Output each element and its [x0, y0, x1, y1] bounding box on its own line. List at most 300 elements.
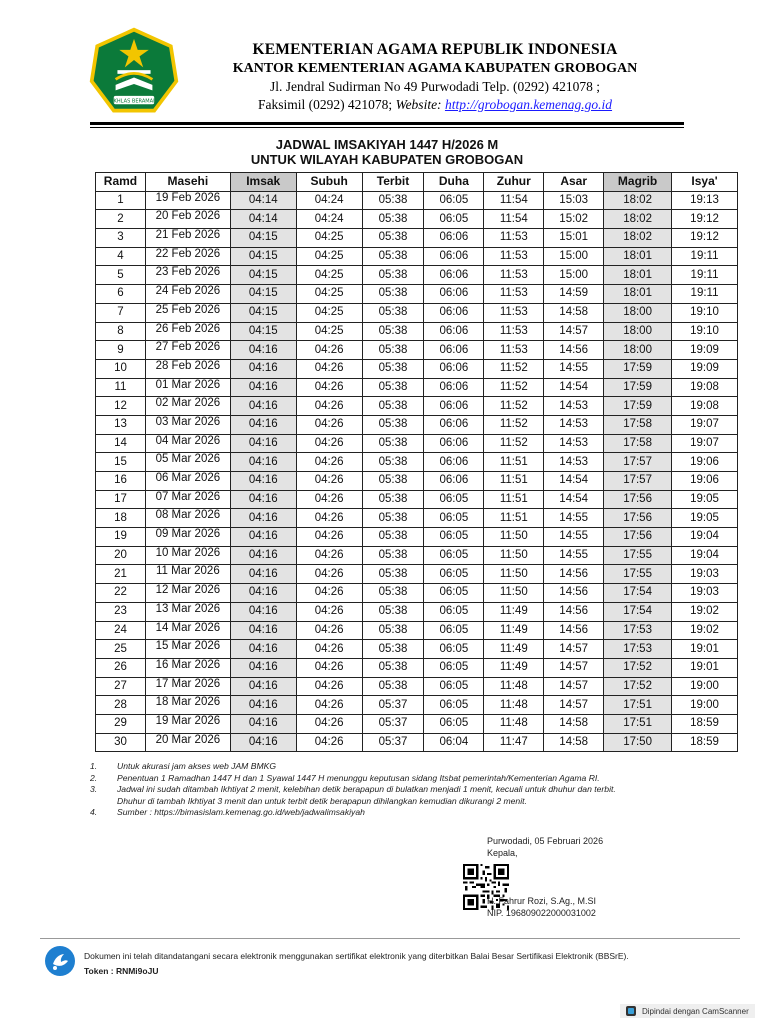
table-cell: 04:15	[230, 229, 296, 248]
title-line-2: UNTUK WILAYAH KABUPATEN GROBOGAN	[250, 152, 524, 167]
table-cell: 15:03	[544, 191, 604, 210]
table-cell: 19:04	[672, 528, 738, 547]
table-cell: 17:59	[604, 378, 672, 397]
table-cell: 19:07	[672, 415, 738, 434]
table-cell: 14:56	[544, 341, 604, 360]
table-cell: 19	[96, 528, 146, 547]
table-cell: 05:37	[362, 696, 424, 715]
table-cell: 05:38	[362, 658, 424, 677]
table-cell: 04:15	[230, 303, 296, 322]
table-cell: 11:49	[484, 621, 544, 640]
table-row	[96, 528, 738, 547]
table-cell: 05:38	[362, 415, 424, 434]
table-cell: 11:51	[484, 453, 544, 472]
table-cell: 14:58	[544, 303, 604, 322]
table-cell: 14:54	[544, 490, 604, 509]
table-cell: 04:15	[230, 322, 296, 341]
table-cell: 05:38	[362, 210, 424, 229]
column-header: Isya'	[672, 173, 738, 192]
table-cell: 14:55	[544, 528, 604, 547]
table-cell: 11:52	[484, 415, 544, 434]
table-cell: 17:53	[604, 621, 672, 640]
table-row	[96, 341, 738, 360]
table-cell: 04:16	[230, 546, 296, 565]
table-cell: 06:05	[424, 191, 484, 210]
table-row	[96, 565, 738, 584]
table-cell: 04:26	[296, 453, 362, 472]
table-cell: 05 Mar 2026	[145, 453, 230, 472]
office-contact	[190, 96, 680, 114]
letterhead-rule-thin	[90, 127, 684, 128]
table-cell: 17:50	[604, 733, 672, 752]
table-row	[96, 546, 738, 565]
table-cell: 06:05	[424, 210, 484, 229]
column-header: Duha	[424, 173, 484, 192]
table-cell: 04:16	[230, 565, 296, 584]
table-cell: 19:12	[672, 229, 738, 248]
table-cell: 04 Mar 2026	[145, 434, 230, 453]
table-row	[96, 415, 738, 434]
table-cell: 04:25	[296, 229, 362, 248]
table-cell: 11:51	[484, 509, 544, 528]
table-cell: 11:53	[484, 341, 544, 360]
table-row	[96, 453, 738, 472]
signer-nip: NIP. 196809022000031002	[487, 907, 596, 918]
table-cell: 14:55	[544, 509, 604, 528]
table-cell: 04:26	[296, 546, 362, 565]
table-cell: 04:16	[230, 602, 296, 621]
table-cell: 11:53	[484, 303, 544, 322]
table-row	[96, 658, 738, 677]
table-cell: 06:06	[424, 359, 484, 378]
table-cell: 17:55	[604, 565, 672, 584]
table-cell: 17:52	[604, 658, 672, 677]
table-cell: 17:58	[604, 434, 672, 453]
table-cell: 05:38	[362, 453, 424, 472]
note-number: 1.	[90, 761, 98, 771]
column-header: Imsak	[230, 173, 296, 192]
table-cell: 04:16	[230, 490, 296, 509]
table-cell: 04:26	[296, 528, 362, 547]
table-cell: 06:06	[424, 415, 484, 434]
table-cell: 27	[96, 677, 146, 696]
table-cell: 25 Feb 2026	[145, 303, 230, 322]
column-header: Subuh	[296, 173, 362, 192]
table-cell: 06:05	[424, 490, 484, 509]
table-cell: 06:06	[424, 247, 484, 266]
table-cell: 06:06	[424, 434, 484, 453]
letterhead-rule-thick	[90, 122, 684, 125]
table-cell: 04:16	[230, 509, 296, 528]
signer-name: H. Fahrur Rozi, S.Ag., M.SI	[487, 896, 597, 906]
table-cell: 19:06	[672, 472, 738, 491]
signer-position: Kepala,	[487, 847, 518, 858]
table-cell: 9	[96, 341, 146, 360]
table-cell: 06:05	[424, 509, 484, 528]
table-cell: 06:06	[424, 266, 484, 285]
table-cell: 15:00	[544, 247, 604, 266]
table-cell: 04:26	[296, 714, 362, 733]
note-item	[90, 761, 710, 773]
table-cell: 19:11	[672, 247, 738, 266]
table-cell: 05:38	[362, 434, 424, 453]
table-cell: 19:08	[672, 397, 738, 416]
table-cell: 04:26	[296, 658, 362, 677]
table-row	[96, 210, 738, 229]
table-cell: 18:59	[672, 733, 738, 752]
signer-block	[487, 896, 596, 919]
table-cell: 04:26	[296, 415, 362, 434]
table-cell: 04:16	[230, 677, 296, 696]
table-cell: 29	[96, 714, 146, 733]
table-cell: 19:09	[672, 359, 738, 378]
table-cell: 19:03	[672, 565, 738, 584]
table-cell: 06:06	[424, 229, 484, 248]
table-cell: 17:59	[604, 397, 672, 416]
table-cell: 17:53	[604, 640, 672, 659]
table-cell: 11:48	[484, 696, 544, 715]
place-date: Purwodadi, 05 Februari 2026	[487, 836, 604, 846]
table-cell: 04:26	[296, 621, 362, 640]
table-row	[96, 229, 738, 248]
table-row	[96, 247, 738, 266]
table-cell: 20 Mar 2026	[145, 733, 230, 752]
table-cell: 12	[96, 397, 146, 416]
table-cell: 19:10	[672, 322, 738, 341]
table-cell: 19:00	[672, 677, 738, 696]
column-header: Terbit	[362, 173, 424, 192]
table-cell: 05:38	[362, 584, 424, 603]
table-cell: 05:38	[362, 528, 424, 547]
table-cell: 04:26	[296, 359, 362, 378]
table-cell: 15	[96, 453, 146, 472]
table-row	[96, 472, 738, 491]
table-cell: 06:06	[424, 322, 484, 341]
table-cell: 14:54	[544, 378, 604, 397]
table-cell: 06 Mar 2026	[145, 472, 230, 491]
table-cell: 05:38	[362, 303, 424, 322]
table-row	[96, 602, 738, 621]
fax-number: Faksimil (0292) 421078;	[257, 97, 393, 112]
table-cell: 11:49	[484, 658, 544, 677]
website-link[interactable]: http://grobogan.kemenag.go.id	[444, 97, 613, 112]
table-cell: 04:14	[230, 191, 296, 210]
table-cell: 19:01	[672, 640, 738, 659]
table-cell: 17:54	[604, 602, 672, 621]
table-cell: 11:52	[484, 359, 544, 378]
table-cell: 04:26	[296, 565, 362, 584]
signature-block	[487, 836, 603, 859]
table-cell: 11:53	[484, 266, 544, 285]
table-row	[96, 696, 738, 715]
table-cell: 18:00	[604, 341, 672, 360]
table-cell: 06:06	[424, 453, 484, 472]
table-cell: 04:14	[230, 210, 296, 229]
table-cell: 14:58	[544, 714, 604, 733]
table-cell: 14:56	[544, 602, 604, 621]
table-cell: 05:38	[362, 472, 424, 491]
table-cell: 14:57	[544, 658, 604, 677]
table-cell: 06:04	[424, 733, 484, 752]
table-cell: 11:53	[484, 247, 544, 266]
table-cell: 14:55	[544, 359, 604, 378]
title-line-1: JADWAL IMSAKIYAH 1447 H/2026 M	[275, 137, 499, 152]
table-cell: 19:09	[672, 341, 738, 360]
table-cell: 06:05	[424, 546, 484, 565]
table-cell: 14:57	[544, 640, 604, 659]
table-cell: 19:05	[672, 490, 738, 509]
table-cell: 11	[96, 378, 146, 397]
e-sign-statement: Dokumen ini telah ditandatangani secara elektronik menggunakan sertifikat elektronik yang diterbitkan Balai Besar Sertifikasi Elektronik (BBSrE).	[84, 951, 629, 961]
table-cell: 06:06	[424, 285, 484, 304]
table-cell: 14:53	[544, 415, 604, 434]
table-cell: 04:25	[296, 266, 362, 285]
table-cell: 05:38	[362, 247, 424, 266]
table-cell: 05:38	[362, 546, 424, 565]
table-cell: 04:26	[296, 434, 362, 453]
table-cell: 14:56	[544, 584, 604, 603]
table-cell: 15:00	[544, 266, 604, 285]
table-cell: 19:02	[672, 602, 738, 621]
table-cell: 19:11	[672, 266, 738, 285]
table-cell: 05:37	[362, 733, 424, 752]
table-cell: 18:02	[604, 191, 672, 210]
column-header: Zuhur	[484, 173, 544, 192]
table-cell: 14	[96, 434, 146, 453]
table-cell: 17:56	[604, 490, 672, 509]
table-row	[96, 322, 738, 341]
table-cell: 11:53	[484, 285, 544, 304]
ministry-name: KEMENTERIAN AGAMA REPUBLIK INDONESIA	[252, 41, 618, 58]
table-cell: 04:26	[296, 696, 362, 715]
table-cell: 11:54	[484, 191, 544, 210]
table-cell: 19:12	[672, 210, 738, 229]
table-cell: 17:58	[604, 415, 672, 434]
table-cell: 18 Mar 2026	[145, 696, 230, 715]
table-cell: 19:07	[672, 434, 738, 453]
table-cell: 17:51	[604, 714, 672, 733]
table-cell: 04:15	[230, 266, 296, 285]
table-cell: 05:38	[362, 285, 424, 304]
table-cell: 15:02	[544, 210, 604, 229]
table-cell: 22	[96, 584, 146, 603]
table-cell: 11:50	[484, 546, 544, 565]
schedule-table	[95, 172, 738, 752]
table-cell: 10	[96, 359, 146, 378]
table-cell: 11:54	[484, 210, 544, 229]
svg-text:IKHLAS BERAMAL: IKHLAS BERAMAL	[112, 98, 156, 105]
table-cell: 17:51	[604, 696, 672, 715]
table-cell: 04:26	[296, 509, 362, 528]
table-cell: 23 Feb 2026	[145, 266, 230, 285]
table-cell: 28	[96, 696, 146, 715]
table-cell: 14:53	[544, 453, 604, 472]
table-cell: 17:59	[604, 359, 672, 378]
table-row	[96, 490, 738, 509]
table-cell: 19 Feb 2026	[145, 191, 230, 210]
table-cell: 05:38	[362, 640, 424, 659]
table-cell: 28 Feb 2026	[145, 359, 230, 378]
table-cell: 05:38	[362, 677, 424, 696]
table-cell: 19:04	[672, 546, 738, 565]
table-cell: 11:53	[484, 322, 544, 341]
camscanner-watermark	[620, 1004, 755, 1018]
table-cell: 04:16	[230, 434, 296, 453]
table-cell: 06:06	[424, 397, 484, 416]
footer-divider	[40, 938, 740, 939]
table-cell: 05:38	[362, 565, 424, 584]
table-cell: 14:57	[544, 322, 604, 341]
table-cell: 11:50	[484, 584, 544, 603]
table-row	[96, 397, 738, 416]
table-cell: 1	[96, 191, 146, 210]
column-header: Ramd	[96, 173, 146, 192]
table-cell: 18:02	[604, 210, 672, 229]
table-cell: 11:48	[484, 714, 544, 733]
table-row	[96, 640, 738, 659]
table-cell: 18:01	[604, 247, 672, 266]
table-row	[96, 509, 738, 528]
table-cell: 18:01	[604, 285, 672, 304]
table-cell: 08 Mar 2026	[145, 509, 230, 528]
table-cell: 05:38	[362, 378, 424, 397]
note-item	[90, 796, 710, 808]
website-label: Website:	[395, 97, 442, 112]
table-cell: 11 Mar 2026	[145, 565, 230, 584]
table-cell: 8	[96, 322, 146, 341]
table-cell: 14:55	[544, 546, 604, 565]
table-cell: 26 Feb 2026	[145, 322, 230, 341]
table-cell: 11:52	[484, 434, 544, 453]
table-cell: 02 Mar 2026	[145, 397, 230, 416]
table-cell: 04:26	[296, 733, 362, 752]
table-cell: 21 Feb 2026	[145, 229, 230, 248]
table-cell: 20 Feb 2026	[145, 210, 230, 229]
table-cell: 26	[96, 658, 146, 677]
table-cell: 04:16	[230, 397, 296, 416]
table-cell: 15:01	[544, 229, 604, 248]
table-cell: 21	[96, 565, 146, 584]
kemenag-logo	[88, 26, 180, 118]
table-body	[96, 191, 738, 752]
table-cell: 11:47	[484, 733, 544, 752]
table-cell: 15 Mar 2026	[145, 640, 230, 659]
table-cell: 06:05	[424, 696, 484, 715]
table-cell: 06:05	[424, 714, 484, 733]
table-cell: 11:49	[484, 640, 544, 659]
column-header: Magrib	[604, 173, 672, 192]
table-cell: 05:38	[362, 266, 424, 285]
table-cell: 17:56	[604, 509, 672, 528]
table-cell: 04:26	[296, 397, 362, 416]
table-cell: 18:00	[604, 322, 672, 341]
bsre-logo	[44, 945, 76, 977]
note-text: Sumber : https://bimasislam.kemenag.go.id/web/jadwalimsakiyah	[117, 807, 365, 817]
table-cell: 25	[96, 640, 146, 659]
table-cell: 17:57	[604, 472, 672, 491]
table-cell: 04:16	[230, 359, 296, 378]
notes	[90, 761, 710, 819]
camscanner-icon	[626, 1006, 636, 1016]
table-cell: 06:06	[424, 303, 484, 322]
table-cell: 04:16	[230, 621, 296, 640]
table-row	[96, 191, 738, 210]
table-row	[96, 584, 738, 603]
table-cell: 17:55	[604, 546, 672, 565]
table-cell: 04:26	[296, 378, 362, 397]
table-cell: 06:05	[424, 658, 484, 677]
table-row	[96, 359, 738, 378]
table-cell: 14:58	[544, 733, 604, 752]
table-cell: 04:26	[296, 341, 362, 360]
table-cell: 24	[96, 621, 146, 640]
table-cell: 04:16	[230, 341, 296, 360]
note-number: 3.	[90, 784, 98, 794]
table-cell: 04:25	[296, 285, 362, 304]
table-cell: 4	[96, 247, 146, 266]
table-row	[96, 285, 738, 304]
table-cell: 01 Mar 2026	[145, 378, 230, 397]
table-cell: 13 Mar 2026	[145, 602, 230, 621]
table-cell: 11:51	[484, 490, 544, 509]
table-cell: 04:16	[230, 528, 296, 547]
table-cell: 04:25	[296, 247, 362, 266]
table-cell: 16 Mar 2026	[145, 658, 230, 677]
note-text: Jadwal ini sudah ditambah Ikhtiyat 2 menit, kelebihan detik berapapun di bulatkan menjadi 1 menit, kecuali untuk dhuhur dan terbit.	[117, 784, 616, 794]
table-cell: 19:11	[672, 285, 738, 304]
table-cell: 04:16	[230, 453, 296, 472]
note-item	[90, 784, 710, 796]
table-cell: 17 Mar 2026	[145, 677, 230, 696]
table-cell: 19:08	[672, 378, 738, 397]
table-cell: 04:25	[296, 322, 362, 341]
table-cell: 05:38	[362, 341, 424, 360]
table-cell: 05:37	[362, 714, 424, 733]
table-cell: 17:52	[604, 677, 672, 696]
table-cell: 05:38	[362, 322, 424, 341]
table-cell: 19:13	[672, 191, 738, 210]
table-cell: 14:53	[544, 397, 604, 416]
table-row	[96, 677, 738, 696]
table-cell: 7	[96, 303, 146, 322]
table-cell: 04:15	[230, 247, 296, 266]
table-cell: 07 Mar 2026	[145, 490, 230, 509]
table-cell: 04:26	[296, 640, 362, 659]
table-cell: 18	[96, 509, 146, 528]
table-cell: 10 Mar 2026	[145, 546, 230, 565]
camscanner-label: Dipindai dengan CamScanner	[642, 1006, 749, 1016]
table-cell: 24 Feb 2026	[145, 285, 230, 304]
table-cell: 19:01	[672, 658, 738, 677]
table-cell: 18:00	[604, 303, 672, 322]
table-cell: 06:05	[424, 565, 484, 584]
table-cell: 14:54	[544, 472, 604, 491]
table-row	[96, 434, 738, 453]
table-cell: 11:51	[484, 472, 544, 491]
table-cell: 05:38	[362, 602, 424, 621]
note-item	[90, 773, 710, 785]
table-cell: 14:57	[544, 696, 604, 715]
table-cell: 3	[96, 229, 146, 248]
table-cell: 04:15	[230, 285, 296, 304]
table-cell: 18:59	[672, 714, 738, 733]
table-cell: 13	[96, 415, 146, 434]
table-cell: 05:38	[362, 509, 424, 528]
table-cell: 17	[96, 490, 146, 509]
table-cell: 05:38	[362, 490, 424, 509]
table-cell: 04:24	[296, 210, 362, 229]
document-token: Token : RNMi9oJU	[84, 966, 159, 976]
